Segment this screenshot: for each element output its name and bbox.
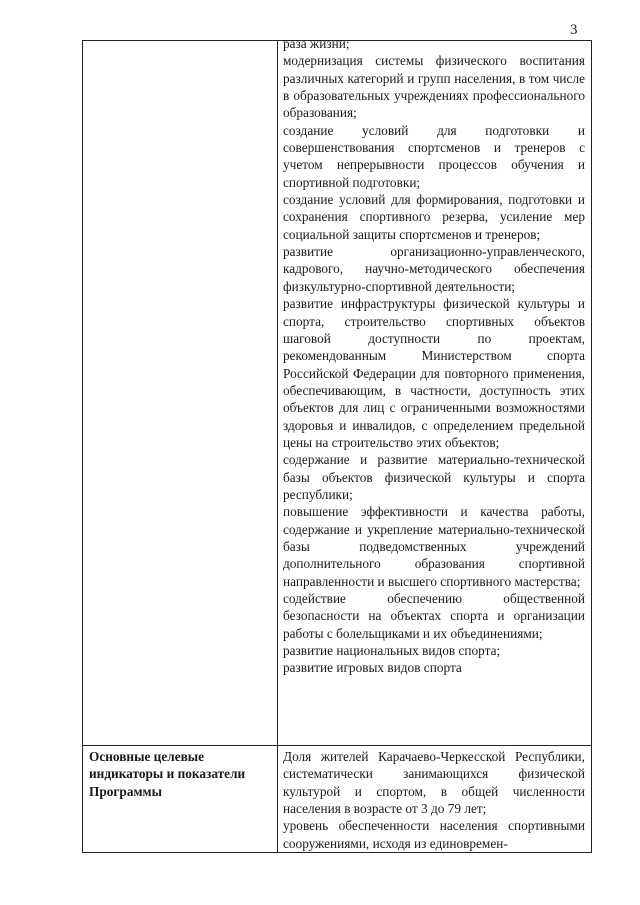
- program-passport-table: [82, 36, 592, 853]
- list-item: повышение эффективности и качества работы, содержание и укрепление материально-технической базы подведомственных учреждений дополнительного образования спортивной направленности и высшего спортивного мастерства;: [283, 504, 585, 589]
- list-item: развитие инфраструктуры физической культуры и спорта, строительство спортивных объектов шаговой доступности по проектам, рекомендованным Министерством спорта Российской Федерации для повторного применения, обеспечивающим, в частности, доступность этих объектов для лиц с ограниченными возможностями здоровья и инвалидов, с определением предельной цены на строительство этих объектов;: [283, 296, 585, 450]
- list-item: развитие организационно-управленческого, кадрового, научно-методического обеспечения физкультурно-спортивной деятельности;: [283, 244, 585, 294]
- indicators-list: [278, 746, 591, 852]
- list-item: создание условий для подготовки и совершенствования спортсменов и тренеров с учетом непрерывности процессов обучения и спортивной подготовки;: [283, 122, 585, 190]
- list-item: содержание и развитие материально-технической базы объектов физической культуры и спорта республики;: [283, 452, 585, 502]
- list-item: содействие обеспечению общественной безопасности на объектах спорта и организации работы с болельщиками и их объединениями;: [283, 591, 585, 641]
- list-item: раза жизни;: [283, 36, 350, 51]
- table-row: [83, 41, 592, 746]
- row-label-cell: [83, 41, 278, 746]
- page-number: 3: [570, 22, 578, 38]
- list-item: уровень обеспеченности населения спортивными сооружениями, исходя из единовремен-: [283, 818, 585, 851]
- row-content-cell: [278, 36, 592, 746]
- table-row: [83, 746, 592, 853]
- row-label-cell: [83, 746, 278, 853]
- list-item: развитие игровых видов спорта: [283, 660, 462, 676]
- list-item: Доля жителей Карачаево-Черкесской Республики, систематически занимающихся физической культурой и спортом, в общей численности населения в возрасте от 3 до 79 лет;: [283, 749, 585, 817]
- tasks-list: [278, 36, 591, 677]
- list-item: развитие национальных видов спорта;: [283, 643, 501, 659]
- list-item: создание условий для формирования, подготовки и сохранения спортивного резерва, усиление мер социальной защиты спортсменов и тренеров;: [283, 192, 585, 242]
- row-label: Основные целевые индикаторы и показатели Программы: [89, 749, 246, 799]
- list-item: модернизация системы физического воспитания различных категорий и групп населения, в том числе в образовательных учреждениях профессионального образования;: [283, 53, 585, 121]
- row-label: [83, 41, 277, 43]
- row-content-cell: [278, 746, 592, 853]
